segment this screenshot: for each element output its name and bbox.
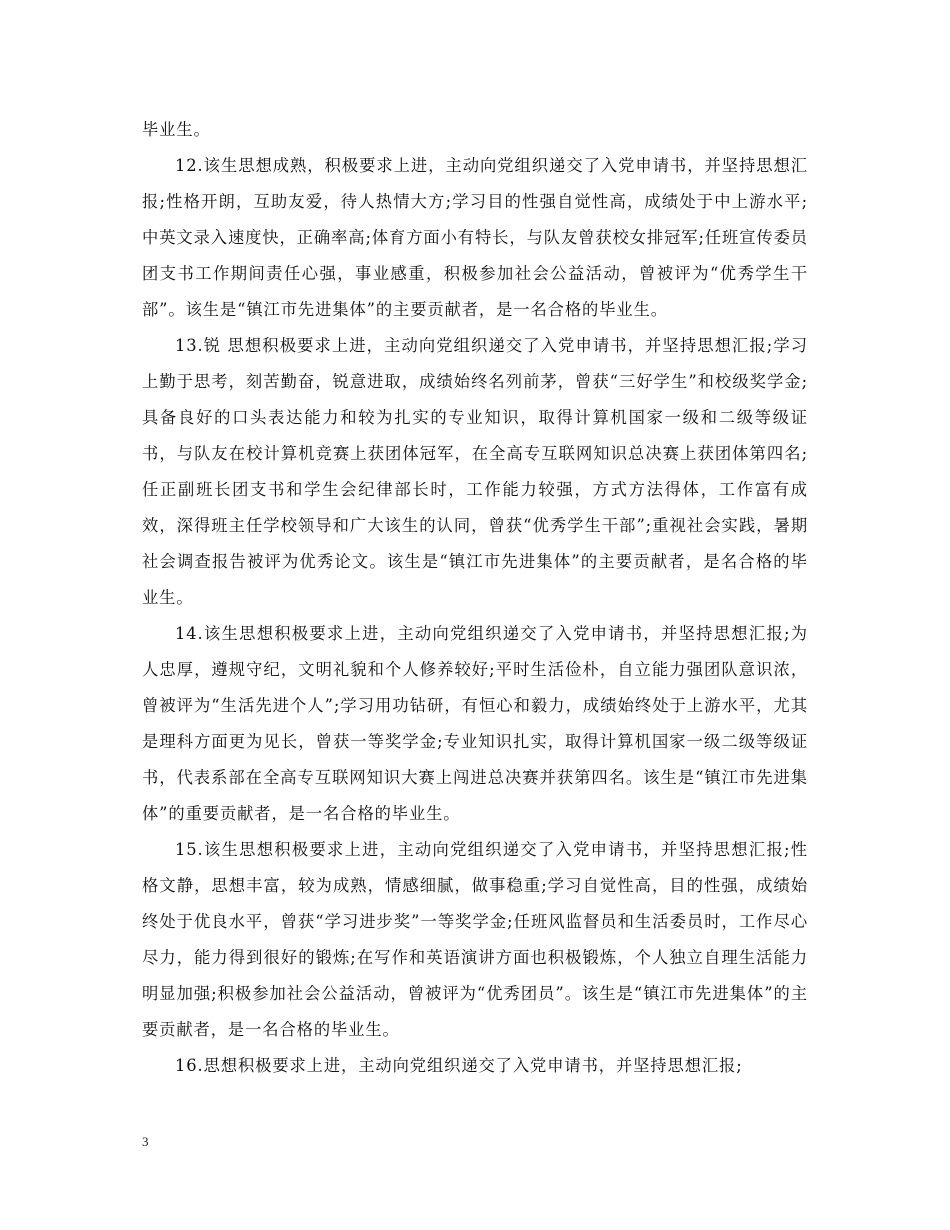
page-number: 3 [142,1134,149,1149]
document-body [142,112,808,1084]
paragraph-item-14: 14.该生思想积极要求上进，主动向党组织递交了入党申请书，并坚持思想汇报;为人忠厚，遵规守纪，文明礼貌和个人修养较好;平时生活俭朴，自立能力强团队意识浓，曾被评为“生活先进个人”;学习用功钻研，有恒心和毅力，成绩始终处于上游水平，尤其是理科方面更为见长，曾获一等奖学金;专业知识扎实，取得计算机国家一级二级等级证书，代表系部在全高专互联网知识大赛上闯进总决赛并获第四名。该生是“镇江市先进集体”的重要贡献者，是一名合格的毕业生。 [142,624,808,823]
paragraph-continuation: 毕业生。 [142,120,211,139]
paragraph-item-12: 12.该生思想成熟，积极要求上进，主动向党组织递交了入党申请书，并坚持思想汇报;性格开朗，互助友爱，待人热情大方;学习目的性强自觉性高，成绩处于中上游水平;中英文录入速度快，正确率高;体育方面小有特长，与队友曾获校女排冠军;任班宣传委员团支书工作期间责任心强，事业感重，积极参加社会公益活动，曾被评为“优秀学生干部”。该生是“镇江市先进集体”的主要贡献者，是一名合格的毕业生。 [142,156,808,319]
paragraph-item-16: 16.思想积极要求上进，主动向党组织递交了入党申请书，并坚持思想汇报; [175,1056,743,1075]
paragraph-item-15: 15.该生思想积极要求上进，主动向党组织递交了入党申请书，并坚持思想汇报;性格文静，思想丰富，较为成熟，情感细腻，做事稳重;学习自觉性高，目的性强，成绩始终处于优良水平，曾获“学习进步奖”一等奖学金;任班风监督员和生活委员时，工作尽心尽力，能力得到很好的锻炼;在写作和英语演讲方面也积极锻炼，个人独立自理生活能力明显加强;积极参加社会公益活动，曾被评为“优秀团员”。该生是“镇江市先进集体”的主要贡献者，是一名合格的毕业生。 [142,840,808,1039]
paragraph-item-13: 13.锐 思想积极要求上进，主动向党组织递交了入党申请书，并坚持思想汇报;学习上勤于思考，刻苦勤奋，锐意进取，成绩始终名列前茅，曾获“三好学生”和校级奖学金;具备良好的口头表达能力和较为扎实的专业知识，取得计算机国家一级和二级等级证书，与队友在校计算机竞赛上获团体冠军，在全高专互联网知识总决赛上获团体第四名;任正副班长团支书和学生会纪律部长时，工作能力较强，方式方法得体，工作富有成效，深得班主任学校领导和广大该生的认同，曾获“优秀学生干部”;重视社会实践，暑期社会调查报告被评为优秀论文。该生是“镇江市先进集体”的主要贡献者，是名合格的毕业生。 [142,336,808,607]
